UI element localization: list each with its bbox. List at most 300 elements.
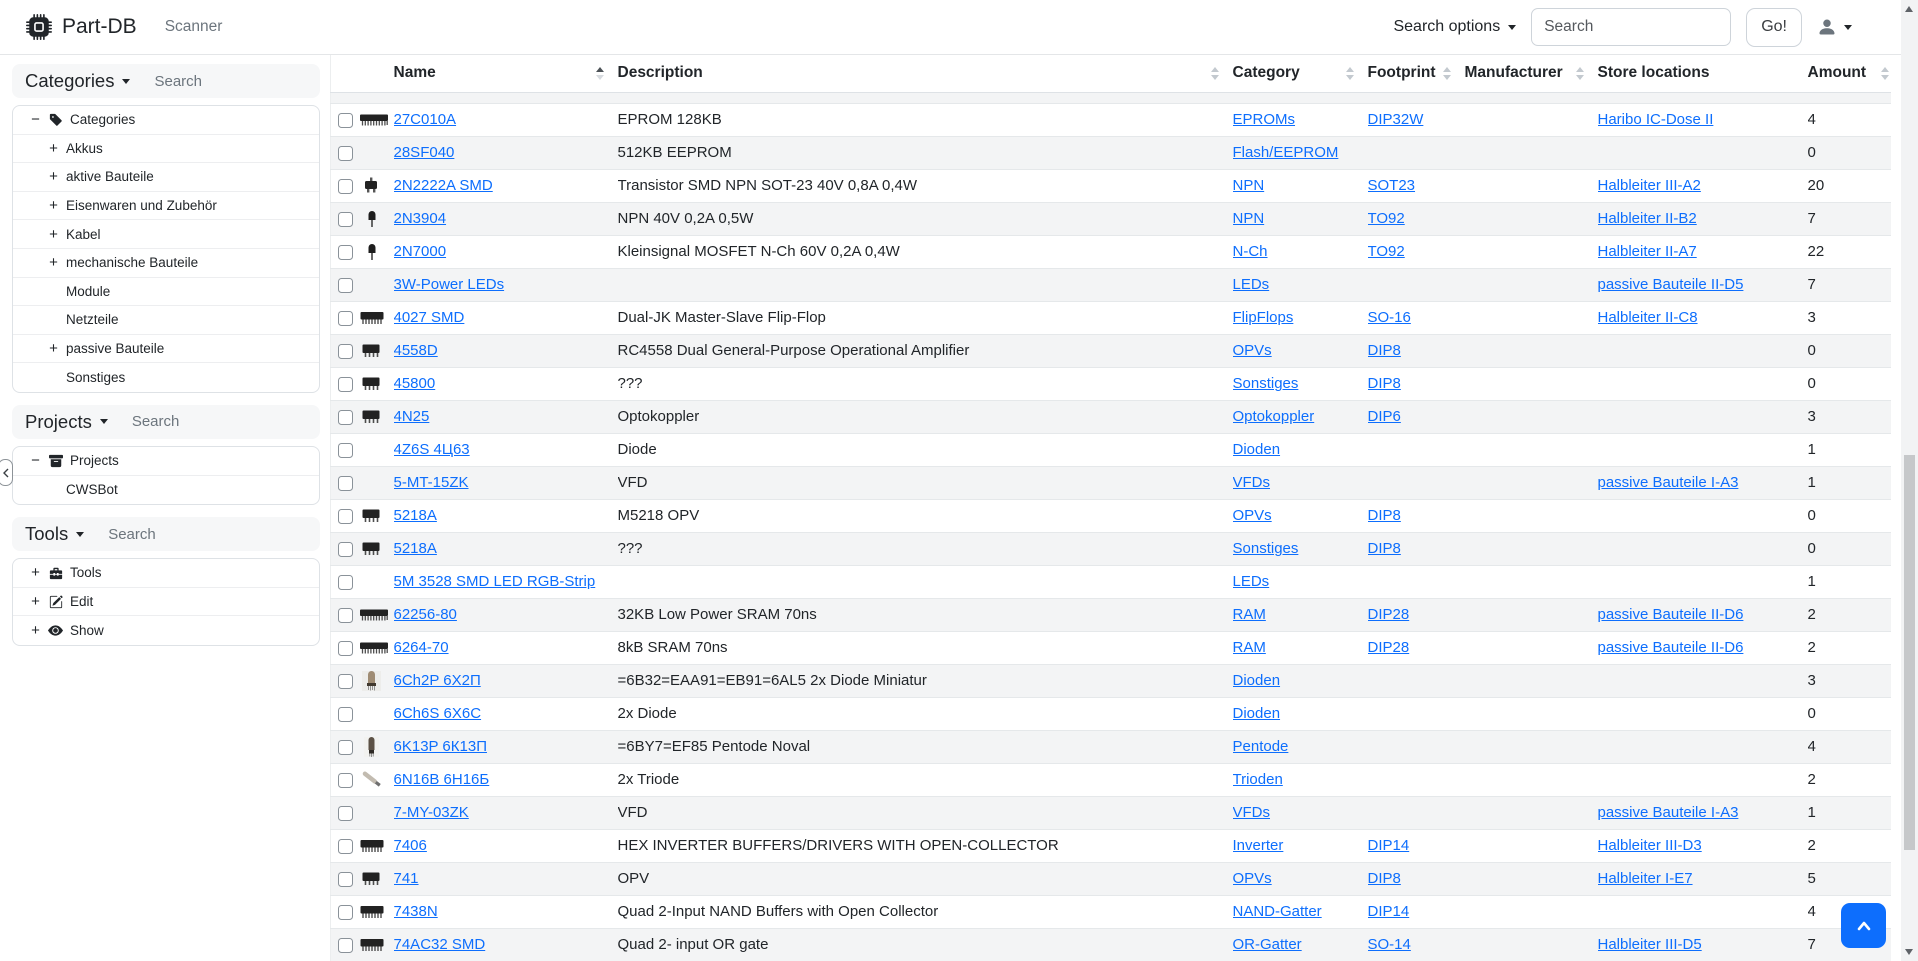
part-thumbnail[interactable]: [359, 737, 384, 757]
table-row: [331, 202, 1891, 235]
row-checkbox[interactable]: [338, 509, 353, 524]
part-thumbnail[interactable]: [359, 176, 384, 195]
sidebar-collapse-button[interactable]: [0, 459, 13, 486]
row-checkbox[interactable]: [338, 773, 353, 788]
search-options-dropdown[interactable]: Search options: [1393, 18, 1516, 36]
tree-item-kabel[interactable]: [13, 220, 319, 249]
part-manufacturer: [1465, 169, 1598, 202]
part-manufacturer: [1465, 796, 1598, 829]
part-manufacturer: [1465, 862, 1598, 895]
tree-item-sonstiges[interactable]: [13, 363, 319, 392]
category-link[interactable]: Pentode: [1232, 738, 1289, 755]
tree-item-label: Kabel: [66, 226, 101, 242]
eye-icon: [48, 623, 63, 638]
part-thumbnail[interactable]: [359, 110, 390, 129]
category-link[interactable]: Sonstiges: [1232, 375, 1299, 392]
tree-item-label: mechanische Bauteile: [66, 255, 199, 271]
table-row: [331, 136, 1891, 169]
part-manufacturer: [1465, 235, 1598, 268]
part-name-link[interactable]: 2N3904: [393, 210, 447, 227]
category-link[interactable]: NAND-Gatter: [1232, 903, 1322, 920]
part-thumbnail[interactable]: [359, 539, 384, 558]
part-description: Kleinsignal MOSFET N-Ch 60V 0,2A 0,4W: [618, 235, 1233, 268]
row-checkbox[interactable]: [338, 542, 353, 557]
table-row: [331, 829, 1891, 862]
part-description: 2x Diode: [618, 697, 1233, 730]
store-location-link[interactable]: Halbleiter III-A2: [1597, 177, 1701, 194]
part-amount: 5: [1808, 862, 1891, 895]
sort-icon: [1346, 67, 1354, 80]
category-link[interactable]: RAM: [1232, 606, 1266, 623]
table-row: [331, 268, 1891, 301]
part-manufacturer: [1465, 136, 1598, 169]
footprint-link[interactable]: DIP8: [1367, 507, 1401, 524]
part-name-link[interactable]: 5-MT-15ZK: [393, 474, 469, 491]
footprint-link[interactable]: DIP32W: [1367, 111, 1424, 128]
footprint-link[interactable]: DIP14: [1367, 837, 1410, 854]
part-description: 32KB Low Power SRAM 70ns: [618, 598, 1233, 631]
part-manufacturer: [1465, 202, 1598, 235]
search-go-button[interactable]: Go!: [1746, 8, 1802, 47]
footprint-link[interactable]: DIP14: [1367, 903, 1410, 920]
part-thumbnail[interactable]: [359, 935, 386, 954]
category-link[interactable]: LEDs: [1232, 276, 1270, 293]
search-input[interactable]: [1531, 8, 1731, 46]
tree-toggle-expand-icon[interactable]: +: [31, 593, 40, 611]
part-amount: 0: [1808, 499, 1891, 532]
row-checkbox[interactable]: [338, 905, 353, 920]
row-checkbox[interactable]: [338, 212, 353, 227]
tag-icon: [48, 113, 63, 127]
tree-item-label: CWSBot: [66, 482, 118, 498]
toolbox-icon: [48, 566, 63, 580]
app-brand[interactable]: [26, 14, 137, 40]
category-link[interactable]: Inverter: [1232, 837, 1284, 854]
sort-asc-icon: [596, 67, 604, 80]
part-thumbnail[interactable]: [359, 209, 384, 228]
part-amount: 0: [1808, 697, 1891, 730]
table-row: [331, 433, 1891, 466]
sidebar: [12, 64, 320, 646]
nav-link-scanner[interactable]: Scanner: [164, 18, 223, 35]
footprint-link[interactable]: SO-14: [1367, 936, 1411, 954]
store-location-link[interactable]: passive Bauteile II-D6: [1597, 606, 1744, 623]
row-checkbox[interactable]: [338, 839, 353, 854]
category-link[interactable]: VFDs: [1232, 474, 1270, 491]
parts-table: [330, 55, 1891, 961]
tree-toggle-expand-icon[interactable]: +: [49, 225, 58, 243]
sort-icon: [1576, 67, 1584, 80]
part-name-link[interactable]: 7438N: [393, 903, 438, 920]
store-location-link[interactable]: Halbleiter I-E7: [1597, 870, 1693, 887]
chevron-down-icon: [122, 79, 130, 84]
part-amount: 1: [1808, 565, 1891, 598]
table-row: [331, 895, 1891, 928]
table-row: [331, 598, 1891, 631]
part-thumbnail[interactable]: [359, 308, 386, 327]
part-name-link[interactable]: 4027 SMD: [393, 309, 465, 326]
part-name-link[interactable]: 6Ch6S 6X6C: [393, 705, 482, 722]
part-amount: 1: [1808, 433, 1891, 466]
row-checkbox[interactable]: [338, 707, 353, 722]
part-amount: 2: [1808, 631, 1891, 664]
part-amount: 3: [1808, 400, 1891, 433]
tools-tree: [12, 558, 320, 646]
user-menu[interactable]: [1817, 17, 1852, 37]
part-name-link[interactable]: 4N25: [393, 408, 430, 425]
part-name-link[interactable]: 27C010A: [393, 111, 457, 128]
part-amount: 3: [1808, 301, 1891, 334]
category-link[interactable]: Dioden: [1232, 441, 1281, 458]
column-header-category[interactable]: Category: [1233, 55, 1368, 92]
scrollbar-down-arrow-icon[interactable]: [1905, 949, 1913, 955]
part-thumbnail[interactable]: [359, 770, 386, 789]
part-name-link[interactable]: 741: [393, 870, 419, 887]
table-row: [331, 664, 1891, 697]
part-name-link[interactable]: 2N2222A SMD: [393, 177, 493, 194]
part-manufacturer: [1465, 400, 1598, 433]
tree-item-label: aktive Bauteile: [66, 169, 154, 185]
column-header-footprint[interactable]: Footprint: [1368, 55, 1465, 92]
part-name-link[interactable]: 6Ch2P 6Х2П: [393, 672, 481, 689]
part-name-link[interactable]: 45800: [393, 375, 436, 392]
part-manufacturer: [1465, 895, 1598, 928]
part-description: =6BY7=EF85 Pentode Noval: [618, 730, 1233, 763]
table-header-row: [331, 55, 1891, 92]
row-checkbox[interactable]: [338, 245, 353, 260]
part-description: Quad 2- input OR gate: [618, 928, 1233, 961]
row-checkbox[interactable]: [338, 179, 353, 194]
part-amount: 0: [1808, 334, 1891, 367]
part-name-link[interactable]: 5218A: [393, 507, 437, 524]
column-header-name[interactable]: Name: [359, 55, 618, 92]
footprint-link[interactable]: DIP6: [1367, 408, 1401, 425]
projects-search-input[interactable]: [132, 413, 272, 430]
part-name-link[interactable]: 4Z6S 4Ц63: [393, 441, 470, 458]
part-thumbnail[interactable]: [359, 506, 384, 525]
part-thumbnail[interactable]: [359, 374, 384, 393]
part-amount: 1: [1808, 466, 1891, 499]
part-description: Transistor SMD NPN SOT-23 40V 0,8A 0,4W: [618, 169, 1233, 202]
tree-item-netzteile[interactable]: [13, 306, 319, 335]
table-row: [331, 367, 1891, 400]
table-row: [331, 235, 1891, 268]
category-link[interactable]: OPVs: [1232, 507, 1272, 524]
part-amount: 0: [1808, 367, 1891, 400]
row-checkbox[interactable]: [338, 740, 353, 755]
part-name-link[interactable]: 62256-80: [393, 606, 457, 623]
projects-dropdown[interactable]: Projects: [25, 411, 108, 433]
footprint-link[interactable]: TO92: [1367, 210, 1405, 227]
chevron-down-icon: [1508, 25, 1516, 30]
part-manufacturer: [1465, 598, 1598, 631]
part-amount: 4: [1808, 895, 1891, 928]
tree-item-label: Categories: [70, 112, 136, 128]
category-link[interactable]: VFDs: [1232, 804, 1270, 821]
row-checkbox[interactable]: [338, 443, 353, 458]
column-header-store-locations[interactable]: Store locations: [1598, 55, 1808, 92]
part-amount: 0: [1808, 136, 1891, 169]
part-manufacturer: [1465, 928, 1598, 961]
part-name-link[interactable]: 7406: [393, 837, 427, 854]
tree-item-cwsbot[interactable]: [13, 476, 319, 505]
part-thumbnail[interactable]: [359, 902, 386, 921]
microchip-icon: [26, 14, 52, 40]
tree-item-edit[interactable]: [13, 588, 319, 617]
part-thumbnail[interactable]: [359, 407, 384, 426]
footprint-link[interactable]: DIP8: [1367, 540, 1401, 557]
part-name-link[interactable]: 7-MY-03ZK: [393, 804, 469, 821]
row-checkbox[interactable]: [338, 872, 353, 887]
tree-item-passive-bauteile[interactable]: [13, 335, 319, 364]
category-link[interactable]: Sonstiges: [1232, 540, 1299, 557]
table-row: [331, 730, 1891, 763]
table-row: [331, 169, 1891, 202]
part-amount: 2: [1808, 763, 1891, 796]
table-row: [331, 400, 1891, 433]
category-link[interactable]: Flash/EEPROM: [1232, 144, 1339, 161]
part-thumbnail[interactable]: [359, 638, 390, 657]
tree-item-label: Module: [66, 283, 111, 299]
part-name-link[interactable]: 5M 3528 SMD LED RGB-Strip: [393, 573, 596, 590]
column-header-amount[interactable]: Amount: [1808, 55, 1891, 92]
tree-toggle-expand-icon[interactable]: +: [49, 168, 58, 186]
part-manufacturer: [1465, 532, 1598, 565]
navbar: [0, 0, 1918, 55]
projects-section-header: [12, 405, 320, 439]
table-row: [331, 928, 1891, 961]
part-manufacturer: [1465, 268, 1598, 301]
chevron-down-icon: [76, 532, 84, 537]
table-row: [331, 301, 1891, 334]
part-amount: 22: [1808, 235, 1891, 268]
store-location-link[interactable]: Halbleiter III-D3: [1597, 837, 1702, 854]
store-location-link[interactable]: Halbleiter III-D5: [1597, 936, 1702, 954]
part-amount: 4: [1808, 730, 1891, 763]
part-manufacturer: [1465, 631, 1598, 664]
table-row: [331, 466, 1891, 499]
chevron-left-icon: [2, 468, 10, 478]
row-checkbox[interactable]: [338, 674, 353, 689]
tree-toggle-expand-icon[interactable]: +: [49, 197, 58, 215]
row-checkbox[interactable]: [338, 410, 353, 425]
tree-item-show[interactable]: [13, 616, 319, 645]
part-name-link[interactable]: 5218A: [393, 540, 437, 557]
category-link[interactable]: Trioden: [1232, 771, 1283, 788]
row-checkbox[interactable]: [338, 608, 353, 623]
partially-scrolled-row: [331, 92, 1891, 103]
row-checkbox[interactable]: [338, 344, 353, 359]
tree-item-mechanische-bauteile[interactable]: [13, 249, 319, 278]
tree-item-module[interactable]: [13, 278, 319, 307]
part-description: VFD: [618, 796, 1233, 829]
table-row: [331, 631, 1891, 664]
tree-item-label: Netzteile: [66, 312, 119, 328]
category-link[interactable]: N-Ch: [1232, 243, 1268, 260]
part-name-link[interactable]: 3W-Power LEDs: [393, 276, 505, 293]
row-checkbox[interactable]: [338, 113, 353, 128]
part-name-link[interactable]: 74AC32 SMD: [393, 936, 486, 954]
app-title: Part-DB: [62, 15, 137, 38]
category-link[interactable]: Dioden: [1232, 672, 1281, 689]
store-location-link[interactable]: Haribo IC-Dose II: [1597, 111, 1714, 128]
part-name-link[interactable]: 4558D: [393, 342, 438, 359]
part-manufacturer: [1465, 763, 1598, 796]
tools-dropdown[interactable]: Tools: [25, 523, 84, 545]
part-description: VFD: [618, 466, 1233, 499]
part-amount: 2: [1808, 829, 1891, 862]
row-checkbox[interactable]: [338, 476, 353, 491]
part-manufacturer: [1465, 433, 1598, 466]
scroll-to-top-button[interactable]: [1841, 903, 1886, 948]
table-row: [331, 796, 1891, 829]
part-description: Diode: [618, 433, 1233, 466]
part-amount: 1: [1808, 796, 1891, 829]
scrollbar-thumb[interactable]: [1904, 455, 1915, 850]
tree-toggle-collapse-icon[interactable]: −: [31, 452, 40, 470]
part-description: [618, 565, 1233, 598]
category-link[interactable]: FlipFlops: [1232, 309, 1294, 326]
column-header-description[interactable]: Description: [618, 55, 1233, 92]
tree-item-tools[interactable]: [13, 559, 319, 588]
tree-item-akkus[interactable]: [13, 135, 319, 164]
part-thumbnail[interactable]: [359, 869, 384, 888]
part-manufacturer: [1465, 499, 1598, 532]
footprint-link[interactable]: DIP8: [1367, 870, 1401, 887]
category-link[interactable]: Optokoppler: [1232, 408, 1315, 425]
scrollbar-up-arrow-icon[interactable]: [1905, 6, 1913, 12]
footprint-link[interactable]: DIP28: [1367, 639, 1410, 656]
tools-section-header: [12, 517, 320, 551]
part-amount: 7: [1808, 268, 1891, 301]
tree-toggle-collapse-icon[interactable]: −: [31, 111, 40, 129]
sort-icon: [1443, 67, 1451, 80]
store-location-link[interactable]: passive Bauteile II-D6: [1597, 639, 1744, 656]
categories-dropdown[interactable]: Categories: [25, 70, 130, 92]
part-thumbnail[interactable]: [359, 671, 384, 691]
part-name-link[interactable]: 28SF040: [393, 144, 455, 161]
projects-tree: [12, 446, 320, 505]
part-name-link[interactable]: 6N16B 6Н16Б: [393, 771, 490, 788]
part-amount: 3: [1808, 664, 1891, 697]
part-description: Quad 2-Input NAND Buffers with Open Collector: [618, 895, 1233, 928]
row-checkbox[interactable]: [338, 278, 353, 293]
part-thumbnail[interactable]: [359, 242, 384, 261]
part-description: [618, 268, 1233, 301]
part-manufacturer: [1465, 103, 1598, 136]
part-description: NPN 40V 0,2A 0,5W: [618, 202, 1233, 235]
part-thumbnail[interactable]: [359, 836, 386, 855]
part-name-link[interactable]: 6K13P 6К13П: [393, 738, 487, 755]
pencil-square-icon: [48, 595, 63, 609]
category-link[interactable]: NPN: [1232, 177, 1265, 194]
part-amount: 7: [1808, 202, 1891, 235]
part-thumbnail[interactable]: [359, 605, 390, 624]
sort-icon: [1881, 67, 1889, 80]
tree-item-label: Show: [70, 623, 104, 639]
part-description: EPROM 128KB: [618, 103, 1233, 136]
part-manufacturer: [1465, 301, 1598, 334]
tools-search-input[interactable]: [108, 526, 248, 543]
tree-item-label: Sonstiges: [66, 370, 126, 386]
part-name-link[interactable]: 2N7000: [393, 243, 447, 260]
vertical-scrollbar[interactable]: [1901, 0, 1918, 961]
store-location-link[interactable]: passive Bauteile I-A3: [1597, 474, 1739, 491]
footprint-link[interactable]: DIP8: [1367, 375, 1401, 392]
sort-icon: [1211, 67, 1219, 80]
part-amount: 7: [1808, 928, 1891, 961]
category-link[interactable]: NPN: [1232, 210, 1265, 227]
footprint-link[interactable]: SO-16: [1367, 309, 1411, 326]
category-link[interactable]: LEDs: [1232, 573, 1270, 590]
tree-item-label: Tools: [70, 565, 102, 581]
footprint-link[interactable]: TO92: [1367, 243, 1405, 260]
tree-item-eisenwaren-und-zubeh-r[interactable]: [13, 192, 319, 221]
chevron-up-icon: [1854, 916, 1874, 936]
row-checkbox[interactable]: [338, 806, 353, 821]
archive-icon: [48, 454, 63, 468]
categories-search-input[interactable]: [154, 73, 294, 90]
tree-toggle-expand-icon[interactable]: +: [31, 564, 40, 582]
part-description: 2x Triode: [618, 763, 1233, 796]
store-location-link[interactable]: Halbleiter II-A7: [1597, 243, 1697, 260]
categories-section-header: [12, 64, 320, 98]
category-link[interactable]: RAM: [1232, 639, 1266, 656]
tree-item-label: Akkus: [66, 140, 103, 156]
row-checkbox[interactable]: [338, 938, 353, 953]
tree-item-aktive-bauteile[interactable]: [13, 163, 319, 192]
tree-item-label: Eisenwaren und Zubehör: [66, 198, 217, 214]
user-icon: [1817, 17, 1837, 37]
row-checkbox[interactable]: [338, 575, 353, 590]
category-link[interactable]: EPROMs: [1232, 111, 1296, 128]
tree-toggle-expand-icon[interactable]: +: [49, 254, 58, 272]
part-name-link[interactable]: 6264-70: [393, 639, 449, 656]
row-checkbox[interactable]: [338, 311, 353, 326]
chevron-down-icon: [100, 419, 108, 424]
table-row: [331, 697, 1891, 730]
row-checkbox[interactable]: [338, 377, 353, 392]
part-manufacturer: [1465, 367, 1598, 400]
tree-item-projects[interactable]: [13, 447, 319, 476]
column-header-manufacturer[interactable]: Manufacturer: [1465, 55, 1598, 92]
category-link[interactable]: Dioden: [1232, 705, 1281, 722]
category-link[interactable]: OPVs: [1232, 870, 1272, 887]
part-thumbnail[interactable]: [359, 341, 384, 360]
chevron-down-icon: [1844, 25, 1852, 30]
category-link[interactable]: OPVs: [1232, 342, 1272, 359]
store-location-link[interactable]: Halbleiter II-B2: [1597, 210, 1697, 227]
row-checkbox[interactable]: [338, 146, 353, 161]
tree-toggle-expand-icon[interactable]: +: [31, 622, 40, 640]
tree-item-categories[interactable]: [13, 106, 319, 135]
store-location-link[interactable]: passive Bauteile I-A3: [1597, 804, 1739, 821]
tree-toggle-expand-icon[interactable]: +: [49, 139, 58, 157]
part-description: OPV: [618, 862, 1233, 895]
footprint-link[interactable]: SOT23: [1367, 177, 1416, 194]
store-location-link[interactable]: passive Bauteile II-D5: [1597, 276, 1744, 293]
row-checkbox[interactable]: [338, 641, 353, 656]
tree-toggle-expand-icon[interactable]: +: [49, 340, 58, 358]
store-location-link[interactable]: Halbleiter II-C8: [1597, 309, 1698, 326]
table-row: [331, 334, 1891, 367]
part-description: ???: [618, 532, 1233, 565]
category-link[interactable]: OR-Gatter: [1232, 936, 1302, 954]
footprint-link[interactable]: DIP8: [1367, 342, 1401, 359]
part-description: HEX INVERTER BUFFERS/DRIVERS WITH OPEN-COLLECTOR: [618, 829, 1233, 862]
part-description: 8kB SRAM 70ns: [618, 631, 1233, 664]
footprint-link[interactable]: DIP28: [1367, 606, 1410, 623]
